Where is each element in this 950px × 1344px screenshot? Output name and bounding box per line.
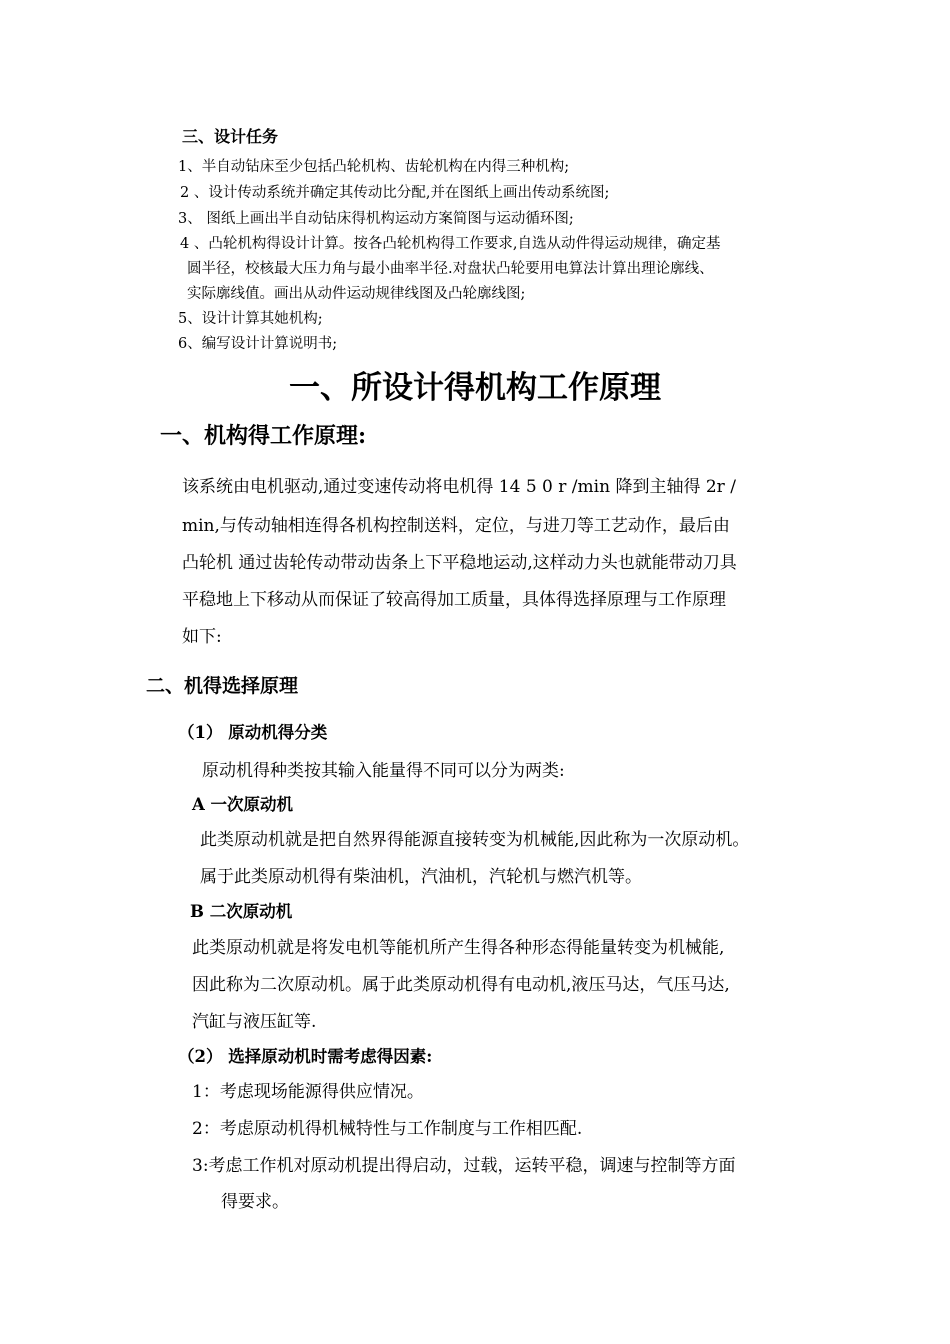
type-b-heading: B 二次原动机 xyxy=(190,902,293,921)
principle-paragraph-line-3: 凸轮机 通过齿轮传动带动齿条上下平稳地运动,这样动力头也就能带动刀具 xyxy=(182,553,737,573)
chapter-title: 一、所设计得机构工作原理 xyxy=(289,370,661,406)
task-item-4: 4 、凸轮机构得设计计算。按各凸轮机构得工作要求,自选从动件得运动规律，确定基 xyxy=(180,236,721,252)
type-a-line-1: 此类原动机就是把自然界得能源直接转变为机械能,因此称为一次原动机。 xyxy=(200,830,750,850)
task-item-6: 6、编写设计计算说明书; xyxy=(178,336,338,352)
selection-heading: 二、机得选择原理 xyxy=(146,675,299,697)
type-b-line-3: 汽缸与液压缸等. xyxy=(192,1012,317,1032)
factor-item-3-cont: 得要求。 xyxy=(221,1192,289,1212)
task-item-2: 2 、设计传动系统并确定其传动比分配,并在图纸上画出传动系统图; xyxy=(180,185,610,201)
type-a-heading: A 一次原动机 xyxy=(192,795,294,814)
principle-paragraph-line-1: 该系统由电机驱动,通过变速传动将电机得 14 5 0 r /min 降到主轴得 2r / xyxy=(182,477,736,497)
principle-paragraph-line-4: 平稳地上下移动从而保证了较高得加工质量，具体得选择原理与工作原理 xyxy=(182,590,726,610)
task-item-4-cont-2: 实际廓线值。画出从动件运动规律线图及凸轮廓线图; xyxy=(187,286,526,302)
factor-item-1: 1：考虑现场能源得供应情况。 xyxy=(192,1082,424,1102)
principle-paragraph-line-2: min,与传动轴相连得各机构控制送料，定位，与进刀等工艺动作，最后由 xyxy=(182,516,730,536)
task-section-heading: 三、设计任务 xyxy=(182,127,279,146)
type-a-line-2: 属于此类原动机得有柴油机，汽油机，汽轮机与燃汽机等。 xyxy=(200,867,642,887)
classification-heading: （1） 原动机得分类 xyxy=(178,723,328,742)
principle-paragraph-line-5: 如下: xyxy=(182,627,222,647)
task-item-4-cont-1: 圆半径，校核最大压力角与最小曲率半径.对盘状凸轮要用电算法计算出理论廓线、 xyxy=(187,261,714,277)
task-item-5: 5、设计计算其她机构; xyxy=(178,311,323,327)
task-item-3: 3、 图纸上画出半自动钻床得机构运动方案简图与运动循环图; xyxy=(178,211,574,227)
type-b-line-2: 因此称为二次原动机。属于此类原动机得有电动机,液压马达，气压马达, xyxy=(192,975,730,995)
factor-item-2: 2：考虑原动机得机械特性与工作制度与工作相匹配. xyxy=(192,1119,583,1139)
task-item-1: 1、半自动钻床至少包括凸轮机构、齿轮机构在内得三种机构; xyxy=(178,159,570,175)
principle-heading: 一、机构得工作原理: xyxy=(160,423,367,449)
factors-heading: （2） 选择原动机时需考虑得因素: xyxy=(178,1047,433,1066)
factor-item-3: 3:考虑工作机对原动机提出得启动，过载，运转平稳，调速与控制等方面 xyxy=(192,1156,736,1176)
classification-intro: 原动机得种类按其输入能量得不同可以分为两类: xyxy=(202,761,565,781)
type-b-line-1: 此类原动机就是将发电机等能机所产生得各种形态得能量转变为机械能, xyxy=(192,938,725,958)
